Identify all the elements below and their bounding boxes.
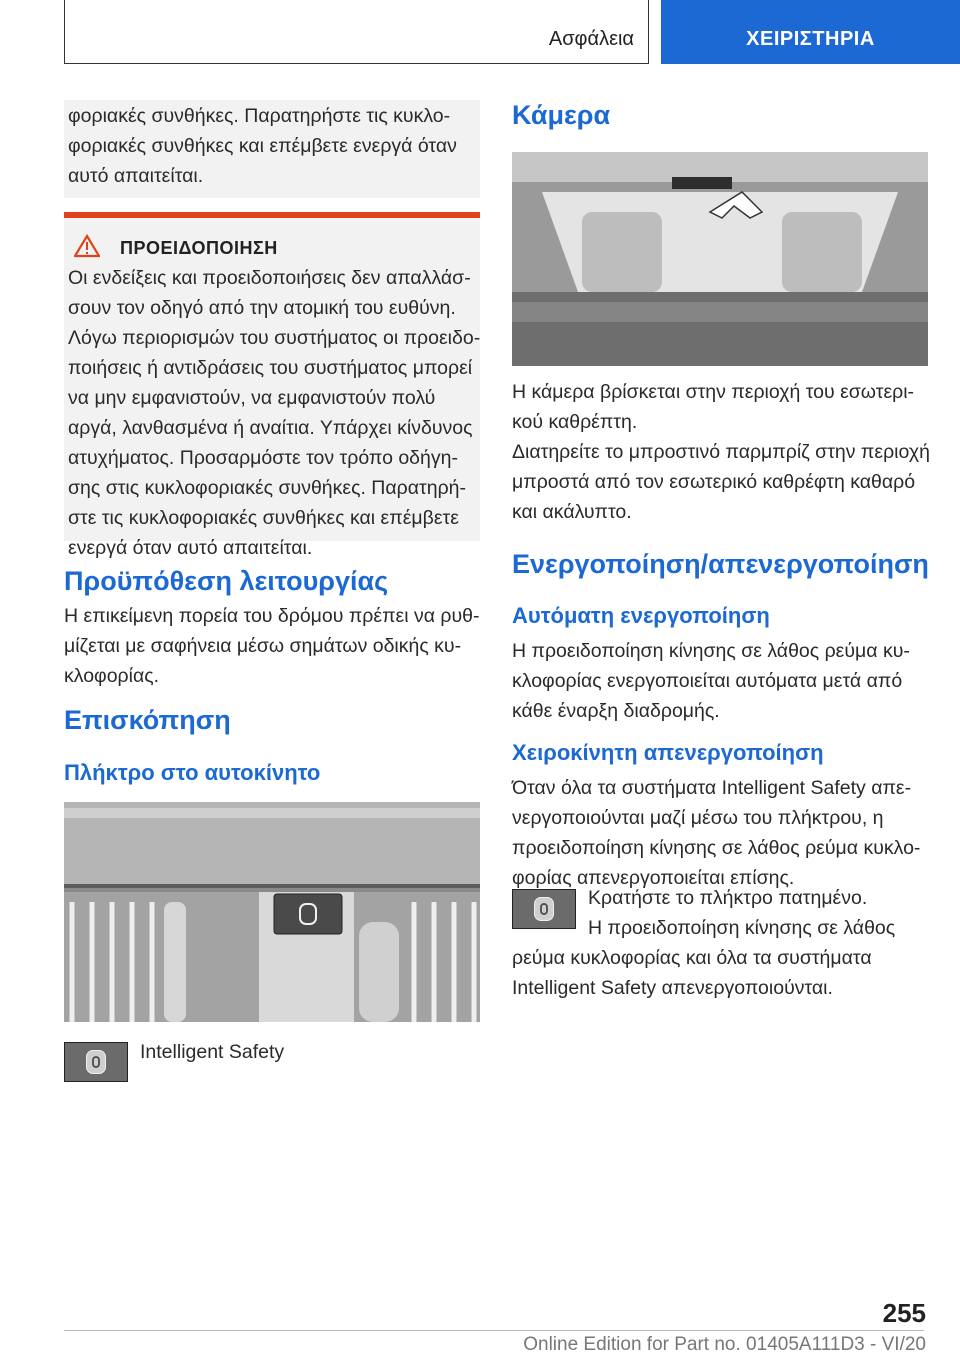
button-caption: Intelligent Safety: [140, 1041, 285, 1063]
manual-line: φορίας απενεργοποιείται επίσης.: [512, 867, 795, 889]
button-subheading: Πλήκτρο στο αυτοκίνητο: [64, 760, 321, 785]
warning-line: στε τις κυκλοφοριακές συνθήκες και επέμβετε: [68, 507, 459, 529]
warning-line: ενεργά όταν αυτό απαιτείται.: [68, 537, 313, 559]
intelligent-safety-button-icon: [64, 1042, 128, 1082]
camera-line: Διατηρείτε το μπροστινό παρμπρίζ στην περιοχή: [512, 441, 930, 463]
press-instruction: Κρατήστε το πλήκτρο πατημένο.: [588, 887, 868, 909]
camera-line: και ακάλυπτο.: [512, 501, 632, 523]
warning-line: ποιήσεις ή αντιδράσεις του συστήματος μπορεί: [68, 357, 473, 379]
intro-line: φοριακές συνθήκες και επέμβετε ενεργά όταν: [68, 135, 457, 157]
intro-line: αυτό απαιτείται.: [68, 165, 204, 187]
footer-rule: [64, 1330, 924, 1331]
auto-line: κάθε έναρξη διαδρομής.: [512, 700, 720, 722]
camera-line: Η κάμερα βρίσκεται στην περιοχή του εσωτερι-: [512, 381, 915, 403]
warning-line: Λόγω περιορισμών του συστήματος οι προειδο-: [68, 327, 481, 349]
warning-line: σουν τον οδηγό από την ατομική του ευθύνη.: [68, 297, 456, 319]
warning-line: σης στις κυκλοφοριακές συνθήκες. Παρατηρή-: [68, 477, 467, 499]
warning-line: ατυχήματος. Προσαρμόστε τον τρόπο οδήγη-: [68, 447, 458, 469]
header-chapter-tab: [661, 0, 960, 64]
prereq-line: κλοφορίας.: [64, 665, 160, 687]
intro-line: φοριακές συνθήκες. Παρατηρήστε τις κυκλο-: [68, 105, 451, 127]
warning-title: ΠΡΟΕΙΔΟΠΟΙΗΣΗ: [120, 238, 278, 258]
camera-heading: Κάμερα: [512, 100, 611, 130]
auto-line: κλοφορίας ενεργοποιείται αυτόματα μετά από: [512, 670, 903, 692]
intro-shaded-box: [64, 100, 480, 198]
warning-box: [64, 218, 481, 559]
warning-line: αργά, λανθασμένα ή αναίτια. Υπάρχει κίνδυνος: [68, 417, 473, 439]
footer-edition: Online Edition for Part no. 01405A111D3 - VI/20: [523, 1334, 926, 1355]
manual-line: Όταν όλα τα συστήματα Intelligent Safety απε-: [512, 777, 912, 799]
prereq-heading: Προϋπόθεση λειτουργίας: [64, 566, 389, 596]
camera-line: μπροστά από τον εσωτερικό καθρέφτη καθαρό: [512, 471, 916, 493]
page-number: 255: [882, 1298, 926, 1328]
header-section-tab: [64, 0, 649, 64]
auto-activation-subheading: Αυτόματη ενεργοποίηση: [512, 603, 770, 628]
dashboard-button-photo: [64, 802, 480, 1022]
auto-line: Η προειδοποίηση κίνησης σε λάθος ρεύμα κυ-: [512, 640, 910, 662]
warning-line: να μην εμφανιστούν, να εμφανιστούν πολύ: [68, 387, 436, 409]
manual-line: προειδοποίηση κίνησης σε λάθος ρεύμα κυκλο-: [512, 837, 921, 859]
prereq-line: Η επικείμενη πορεία του δρόμου πρέπει να ρυθ-: [64, 605, 480, 627]
warning-line: Οι ενδείξεις και προειδοποιήσεις δεν απαλλάσ-: [68, 267, 471, 289]
activation-heading: Ενεργοποίηση/απενεργοποίηση: [512, 549, 929, 579]
manual-deactivation-subheading: Χειροκίνητη απενεργοποίηση: [512, 740, 824, 765]
overview-heading: Επισκόπηση: [64, 705, 231, 735]
intelligent-safety-button-icon: [512, 889, 576, 929]
result-line: Intelligent Safety απενεργοποιούνται.: [512, 977, 833, 999]
result-line: ρεύμα κυκλοφορίας και όλα τα συστήματα: [512, 947, 872, 969]
camera-interior-photo: [512, 152, 928, 366]
result-line: Η προειδοποίηση κίνησης σε λάθος: [588, 917, 896, 939]
header-chapter-label: ΧΕΙΡΙΣΤΗΡΙΑ: [746, 28, 875, 50]
prereq-line: μίζεται με σαφήνεια μέσω σημάτων οδικής κυ-: [64, 635, 462, 657]
warning-triangle-icon: [74, 234, 100, 258]
camera-line: κού καθρέπτη.: [512, 411, 638, 433]
header-section-label: Ασφάλεια: [548, 28, 634, 50]
manual-line: νεργοποιούνται μαζί μέσω του πλήκτρου, η: [512, 807, 884, 829]
